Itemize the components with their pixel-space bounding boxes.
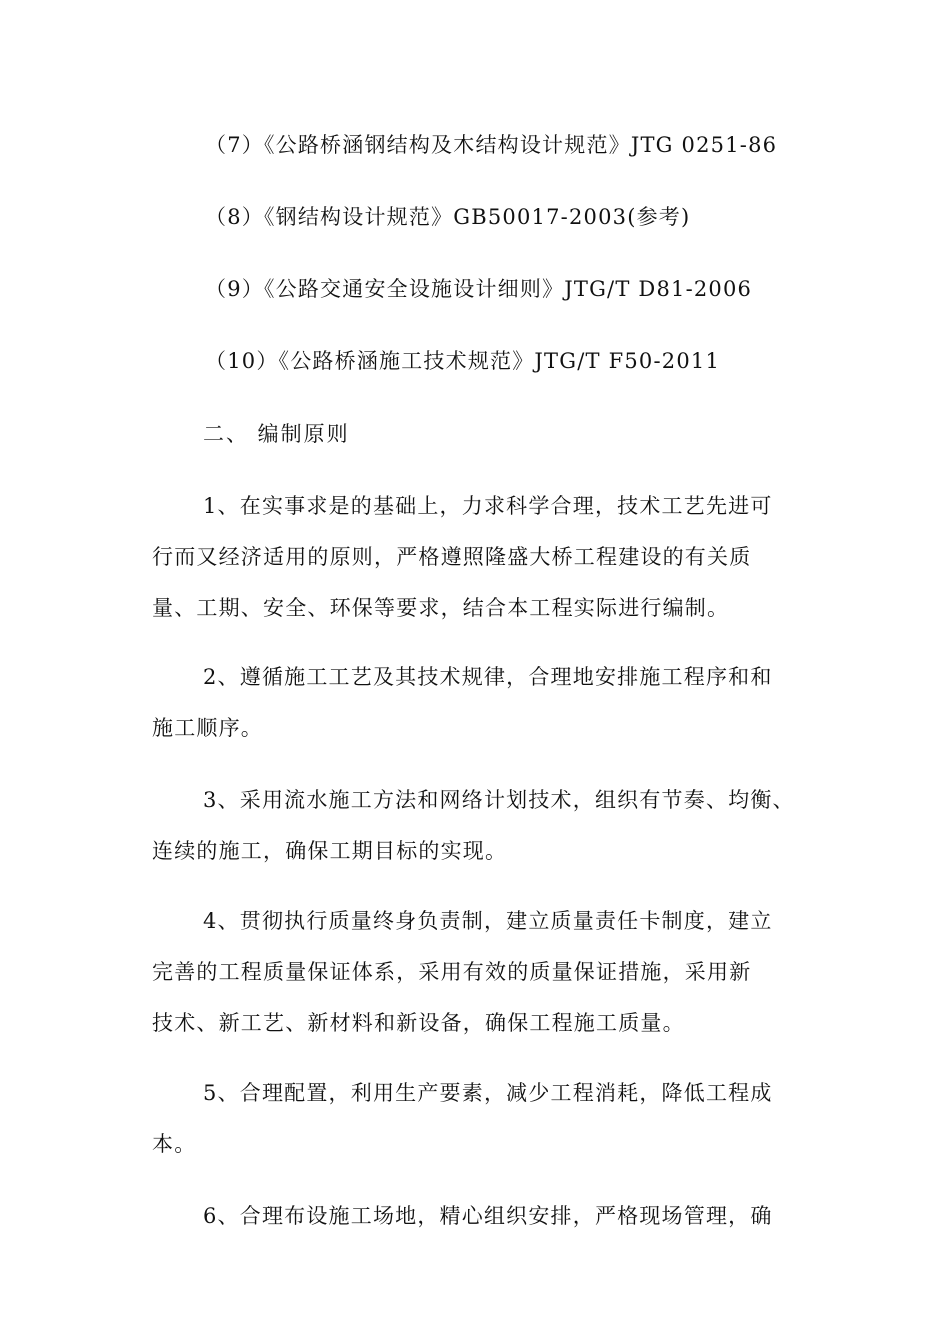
principle-1-line-3: 量、工期、安全、环保等要求，结合本工程实际进行编制。: [152, 596, 730, 620]
principle-5-line-1: 5、合理配置，利用生产要素，减少工程消耗，降低工程成: [203, 1081, 773, 1105]
principle-2-line-1: 2、遵循施工工艺及其技术规律，合理地安排施工程序和和: [203, 665, 773, 689]
reference-item-9: （9）《公路交通安全设施设计细则》JTG/T D81-2006: [205, 277, 753, 301]
reference-item-7: （7）《公路桥涵钢结构及木结构设计规范》JTG 0251-86: [205, 133, 778, 157]
reference-item-10: （10）《公路桥涵施工技术规范》JTG/T F50-2011: [205, 349, 721, 373]
principle-4-line-2: 完善的工程质量保证体系，采用有效的质量保证措施，采用新: [152, 960, 752, 984]
principle-3-line-2: 连续的施工，确保工期目标的实现。: [152, 839, 508, 863]
principle-2-line-2: 施工顺序。: [152, 716, 263, 740]
principle-5-line-2: 本。: [152, 1132, 197, 1156]
section-heading: 二、 编制原则: [203, 422, 350, 446]
principle-1-line-2: 行而又经济适用的原则，严格遵照隆盛大桥工程建设的有关质: [152, 545, 752, 569]
principle-6-line-1: 6、合理布设施工场地，精心组织安排，严格现场管理，确: [203, 1204, 773, 1228]
principle-4-line-1: 4、贯彻执行质量终身负责制，建立质量责任卡制度，建立: [203, 909, 773, 933]
principle-1-line-1: 1、在实事求是的基础上，力求科学合理，技术工艺先进可: [203, 494, 773, 518]
principle-4-line-3: 技术、新工艺、新材料和新设备，确保工程施工质量。: [152, 1011, 685, 1035]
reference-item-8: （8）《钢结构设计规范》GB50017-2003(参考): [205, 205, 691, 229]
principle-3-line-1: 3、采用流水施工方法和网络计划技术，组织有节奏、均衡、: [203, 788, 795, 812]
